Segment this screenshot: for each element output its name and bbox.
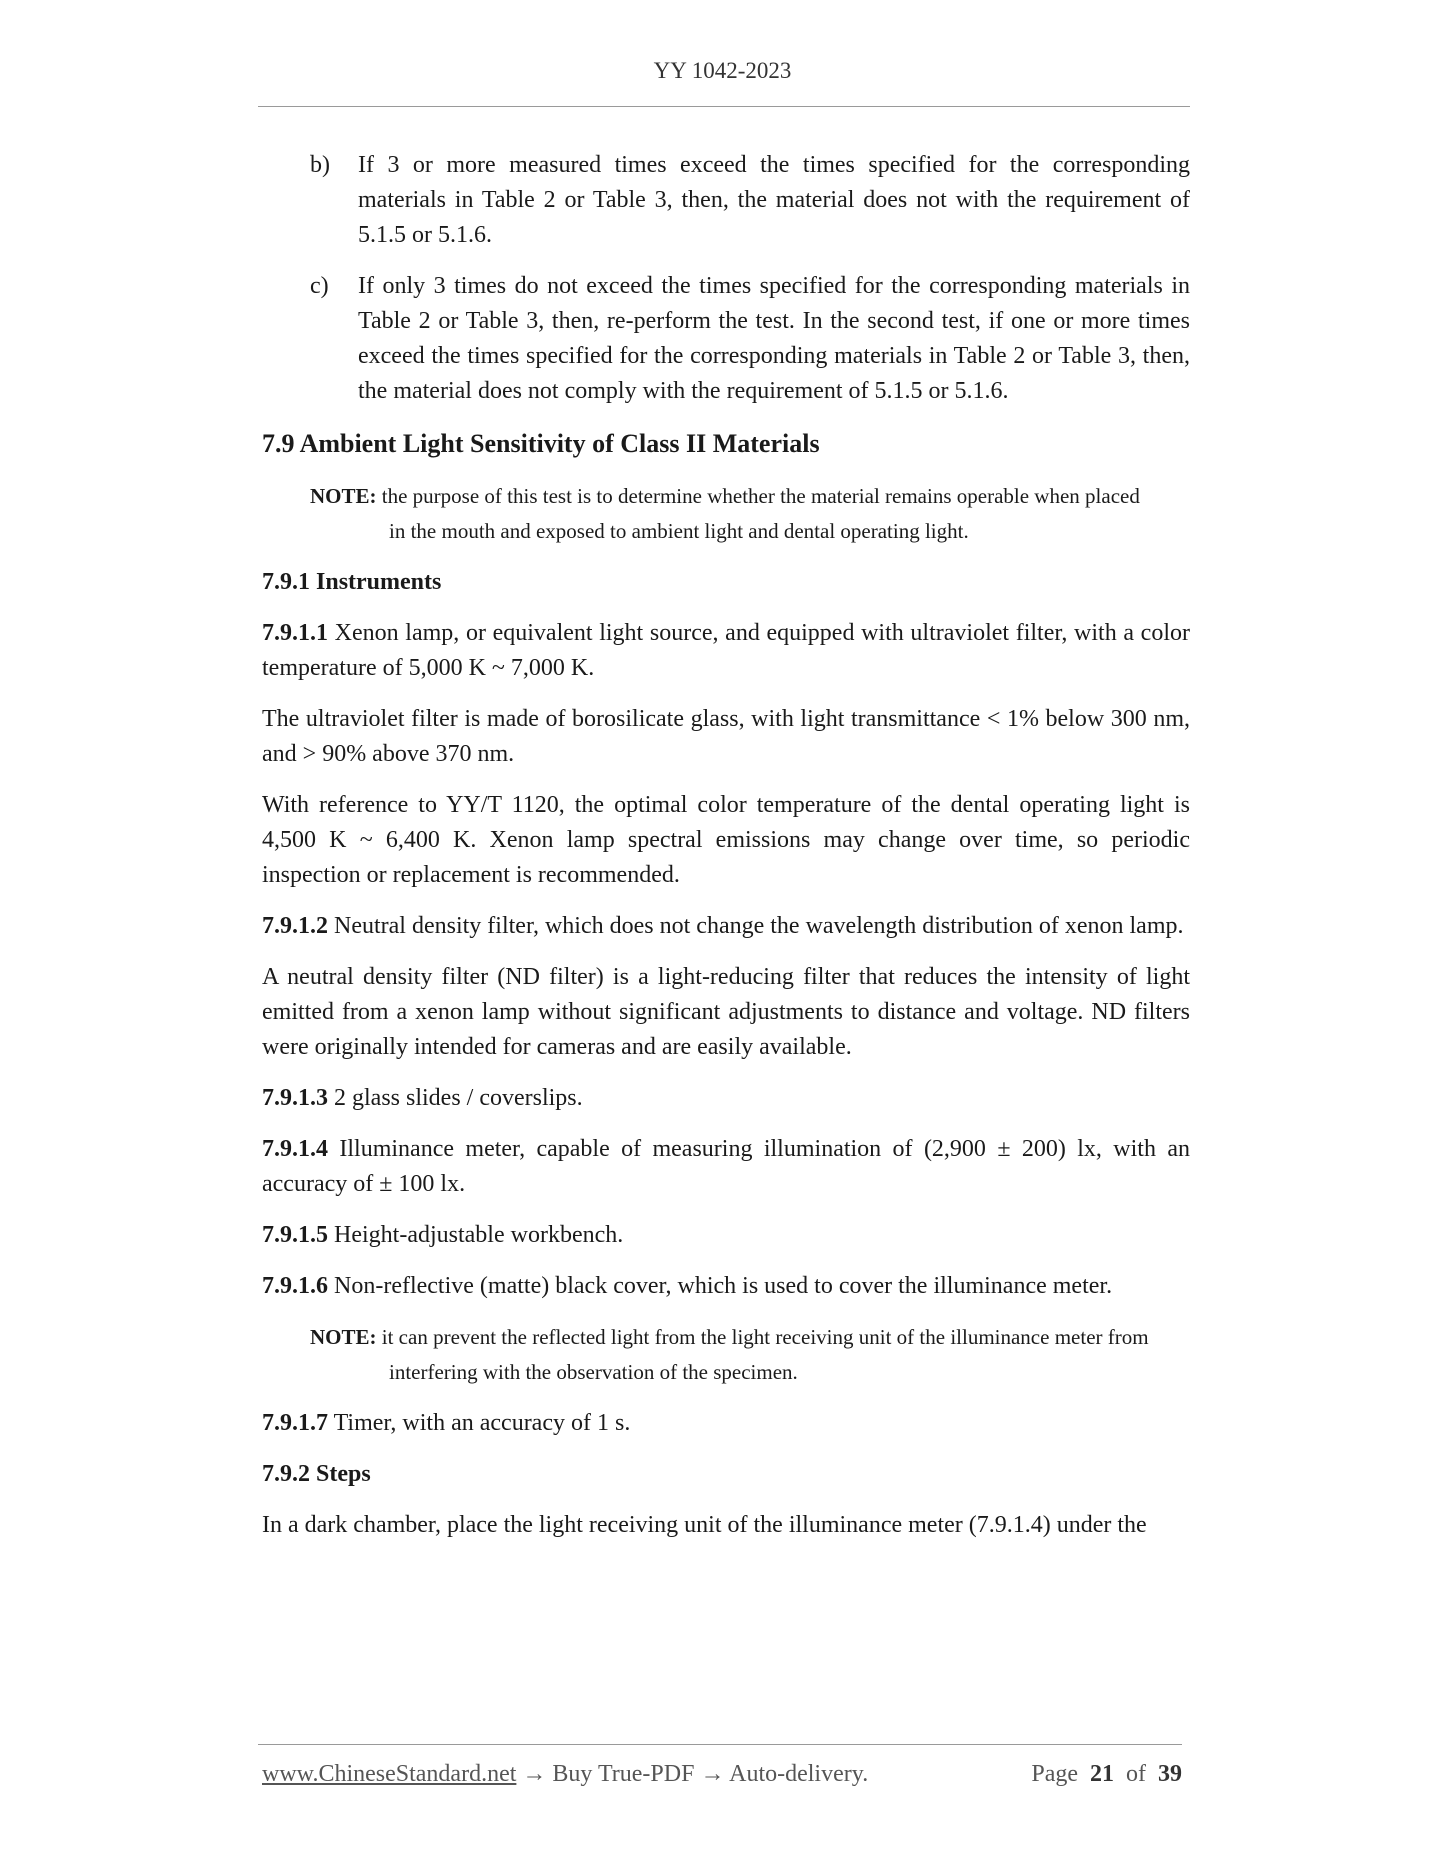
clause-7-9-1-1 [262,616,1190,686]
header-standard-number: YY 1042-2023 [653,58,792,83]
note-text: the purpose of this test is to determine whether the material remains operable when placed [381,484,1140,508]
page-content [262,148,1190,1543]
clause-text: Height-adjustable workbench. [334,1222,624,1248]
clause-number: 7.9.1.6 [262,1273,328,1299]
list-item-c [262,269,1190,409]
of-label: of [1126,1761,1146,1787]
clause-7-9-1-4 [262,1132,1190,1202]
clause-text: Timer, with an accuracy of 1 s. [333,1410,631,1436]
clause-number: 7.9.1.3 [262,1085,328,1111]
clause-7-9-1-6 [262,1269,1190,1304]
website-link[interactable]: www.ChineseStandard.net [262,1761,517,1787]
clause-7-9-1-7 [262,1406,1190,1441]
subsection-heading-steps: 7.9.2 Steps [262,1461,371,1487]
note-label: NOTE: [310,1325,377,1349]
header-divider [258,106,1190,107]
paragraph-steps: In a dark chamber, place the light receiving unit of the illuminance meter (7.9.1.4) under the [262,1512,1147,1538]
list-text: If only 3 times do not exceed the times specified for the corresponding materials in Table 2 or Table 3, then, re-perform the test. In the second test, if one or more times exceed the times specified for the corresponding materials in Table 2 or Table 3, then, the material does not comply with the requirement of 5.1.5 or 5.1.6. [358,273,1190,404]
footer-promo [262,1757,868,1792]
clause-7-9-1-3 [262,1081,1190,1116]
page-indicator [1031,1757,1182,1792]
clause-7-9-1-2 [262,909,1190,944]
clause-number: 7.9.1.7 [262,1410,328,1436]
clause-text: Xenon lamp, or equivalent light source, and equipped with ultraviolet filter, with a color temperature of 5,000 K ~ 7,000 K. [262,620,1190,681]
note-text: it can prevent the reflected light from the light receiving unit of the illuminance meter from [381,1325,1149,1349]
paragraph-uv-filter: The ultraviolet filter is made of borosilicate glass, with light transmittance < 1% below 300 nm, and > 90% above 370 nm. [262,706,1190,767]
clause-7-9-1-5 [262,1218,1190,1253]
list-label: b) [310,152,330,178]
paragraph-reference: With reference to YY/T 1120, the optimal color temperature of the dental operating light is 4,500 K ~ 6,400 K. Xenon lamp spectral emissions may change over time, so periodic inspection or replacement is recommended. [262,792,1190,888]
list-text: If 3 or more measured times exceed the times specified for the corresponding materials in Table 2 or Table 3, then, the material does not with the requirement of 5.1.5 or 5.1.6. [358,152,1190,248]
clause-number: 7.9.1.4 [262,1136,328,1162]
subsection-heading-instruments: 7.9.1 Instruments [262,569,442,595]
clause-text: Non-reflective (matte) black cover, which is used to cover the illuminance meter. [334,1273,1113,1299]
footer-divider [258,1744,1182,1745]
note-text-cont: interfering with the observation of the specimen. [389,1360,798,1384]
clause-number: 7.9.1.5 [262,1222,328,1248]
note-reflection [310,1320,1190,1390]
note-text-cont: in the mouth and exposed to ambient light and dental operating light. [389,519,969,543]
clause-number: 7.9.1.2 [262,913,328,939]
page-number: 21 [1090,1761,1114,1787]
section-heading: 7.9 Ambient Light Sensitivity of Class II Materials [262,429,820,458]
page-label: Page [1031,1761,1078,1787]
list-item-b [262,148,1190,253]
clause-number: 7.9.1.1 [262,620,328,646]
footer-promo-text: → Buy True-PDF → Auto-delivery. [516,1761,869,1787]
paragraph-nd-filter: A neutral density filter (ND filter) is a light-reducing filter that reduces the intensity of light emitted from a xenon lamp without significant adjustments to distance and voltage. ND filters were originally intended for cameras and are easily available. [262,964,1190,1060]
note-label: NOTE: [310,484,377,508]
list-label: c) [310,273,329,299]
clause-text: Illuminance meter, capable of measuring illumination of (2,900 ± 200) lx, with an accuracy of ± 100 lx. [262,1136,1191,1197]
clause-text: Neutral density filter, which does not change the wavelength distribution of xenon lamp. [334,913,1184,939]
clause-text: 2 glass slides / coverslips. [334,1085,583,1111]
note-purpose [310,479,1190,549]
total-pages: 39 [1158,1761,1182,1787]
